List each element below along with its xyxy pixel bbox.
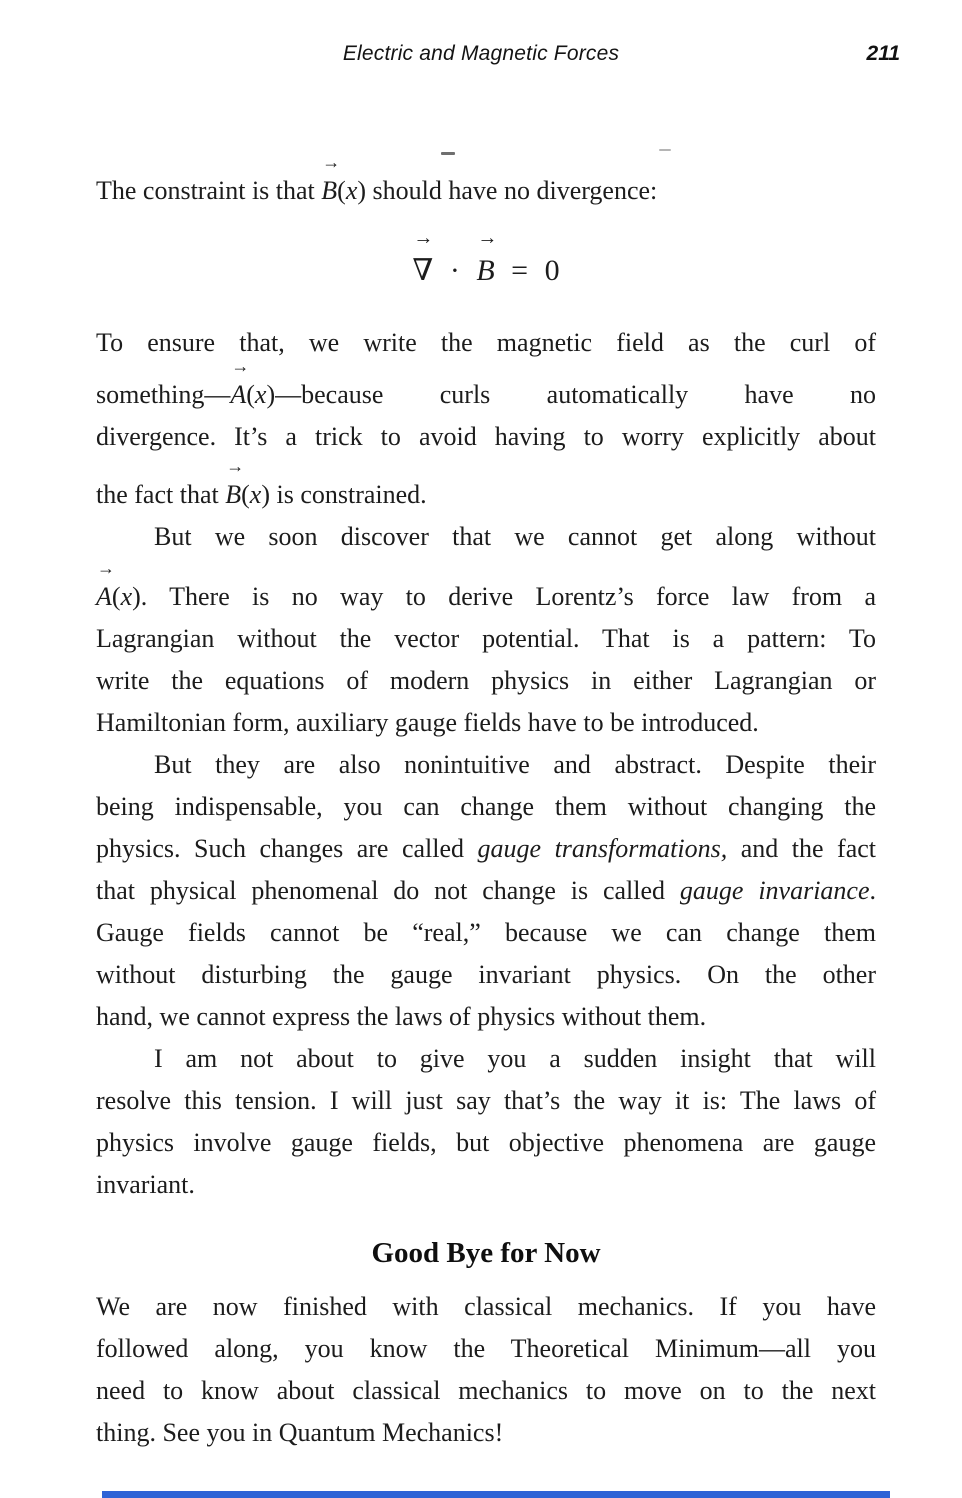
text-line: invariant.: [96, 1170, 195, 1199]
paragraph-tension: [96, 1038, 876, 1206]
text-line: → A(x). There is no way to derive Lorentz’s force law from a: [96, 576, 876, 618]
vector-symbol: [321, 152, 341, 212]
text-line: followed along, you know the Theoretical Minimum—all you: [96, 1334, 876, 1363]
running-header: [0, 42, 962, 72]
vector-symbol: [230, 356, 250, 416]
text-line: physics involve gauge fields, but objective phenomena are gauge: [96, 1128, 876, 1157]
text-line: write the equations of modern physics in either Lagrangian or: [96, 666, 876, 695]
text-line: being indispensable, you can change them without changing the: [96, 792, 876, 821]
vector-base-letter: ∇: [412, 254, 434, 287]
vector-symbol: [476, 227, 498, 294]
text-line: physics. Such changes are called gauge transformations, and the fact: [96, 834, 876, 863]
scan-artifact-dash: [659, 149, 671, 151]
section-heading: Good Bye for Now: [371, 1237, 601, 1269]
text-line: But we soon discover that we cannot get along without: [154, 522, 876, 551]
text-line: Lagrangian without the vector potential. That is a pattern: To: [96, 624, 876, 653]
paragraph-vector-potential: [96, 516, 876, 744]
italic-text: gauge invariance: [679, 876, 870, 905]
text-line: need to know about classical mechanics to move on to the next: [96, 1376, 876, 1405]
text-line: To ensure that, we write the magnetic field as the curl of: [96, 328, 876, 357]
text-line: We are now finished with classical mechanics. If you have: [96, 1292, 876, 1321]
vector-symbol: [225, 456, 245, 516]
vector-base-letter: A: [230, 380, 247, 409]
text-line: the fact that → B(x) is constrained.: [96, 474, 876, 516]
vector-arrow-icon: →: [226, 456, 245, 476]
text-line: hand, we cannot express the laws of physics without them.: [96, 1002, 707, 1031]
text-line: without disturbing the gauge invariant physics. On the other: [96, 960, 876, 989]
vector-base-letter: B: [476, 254, 495, 287]
vector-base-letter: A: [96, 582, 112, 611]
text-line: The constraint is that → B(x) should have no divergence:: [96, 170, 876, 212]
italic-text: x: [254, 380, 267, 409]
vector-base-letter: B: [225, 480, 242, 509]
vector-arrow-icon: →: [231, 356, 250, 376]
italic-text: gauge transformations,: [477, 834, 728, 863]
italic-text: x: [249, 480, 262, 509]
vector-arrow-icon: →: [477, 227, 498, 249]
paragraph-goodbye: [96, 1286, 876, 1454]
text-line: resolve this tension. I will just say that’s the way it is: The laws of: [96, 1086, 876, 1115]
text-line: I am not about to give you a sudden insight that will: [154, 1044, 876, 1073]
vector-arrow-icon: →: [97, 558, 115, 578]
italic-text: x: [345, 176, 358, 205]
italic-text: x: [120, 582, 133, 611]
vector-base-letter: B: [321, 176, 338, 205]
chapter-title: Electric and Magnetic Forces: [342, 42, 620, 65]
page-number: 211: [866, 42, 900, 65]
scan-artifact-dash: [441, 152, 455, 155]
text-line: something— → A(x)—because curls automatically have no: [96, 374, 876, 416]
intro-paragraph: [96, 152, 876, 212]
vector-symbol: [412, 227, 434, 294]
text-line: thing. See you in Quantum Mechanics!: [96, 1418, 504, 1447]
vector-symbol: [96, 558, 115, 618]
divergence-equation: → ∇ · → B = 0: [96, 248, 876, 294]
vector-arrow-icon: →: [322, 152, 341, 172]
text-line: that physical phenomenal do not change is called gauge invariance.: [96, 876, 876, 905]
paragraph-gauge-transformations: [96, 744, 876, 1038]
footer-accent-bar: [102, 1491, 890, 1498]
vector-arrow-icon: →: [413, 227, 434, 249]
text-line: Gauge fields cannot be “real,” because we can change them: [96, 918, 876, 947]
text-line: But they are also nonintuitive and abstract. Despite their: [154, 750, 876, 779]
text-line: divergence. It’s a trick to avoid having to worry explicitly about: [96, 422, 876, 451]
text-line: Hamiltonian form, auxiliary gauge fields have to be introduced.: [96, 708, 759, 737]
paragraph-curl: [96, 322, 876, 516]
page-body: [96, 152, 876, 1454]
